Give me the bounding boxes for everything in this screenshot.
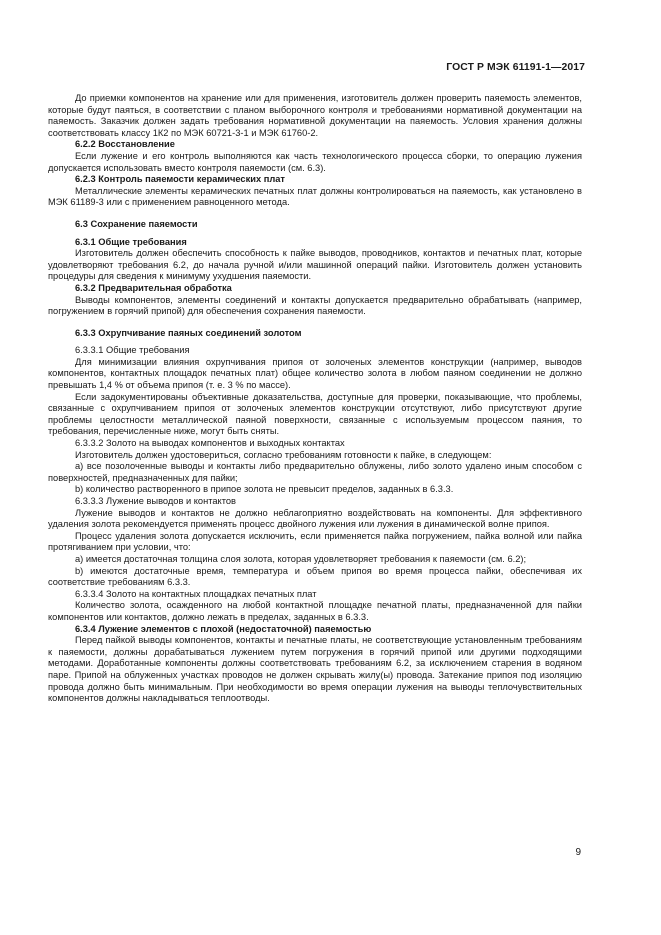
heading-6-3: 6.3 Сохранение паяемости: [75, 218, 198, 229]
paragraph-acceptance: До приемки компонентов на хранение или для применения, изготовитель должен проверить паяемость элементов, которые будут паяться, в соответствии с планом выборочного контроля и требованиями нормативной документации на паяемость. Заказчик должен задать требования нормативной документации на паяемость. Условия хранения должны соответствовать классу 1К2 по МЭК 60721-3-1 и МЭК 61760-2.: [48, 93, 582, 138]
heading-6-2-2: 6.2.2 Восстановление: [75, 139, 175, 150]
subheading-6-3-3-3: 6.3.3.3 Лужение выводов и контактов: [75, 496, 236, 506]
paragraph-evidence: Если задокументированы объективные доказательства, доступные для проверки, показывающие, что проблемы, связанные с охрупчиванием припоя от золоченых элементов конструкции отсутствуют, либо присутствуют другие проблемы целостности металлической паяной поверхности, связанные с используемым процессом паяния, то требования, перечисленные ниже, могут быть сняты.: [48, 391, 582, 437]
paragraph-ceramic: Металлические элементы керамических печатных плат должны контролироваться на паяемость, как установлено в МЭК 61189-3 или с применением равноценного метода.: [48, 185, 582, 208]
list-item-a2: а) имеется достаточная толщина слоя золота, которая удовлетворяет требования к паяемости (см. 6.2);: [75, 553, 527, 564]
paragraph-manufacturer: Изготовитель должен удостовериться, согласно требованиям готовности к пайке, в следующем:: [75, 449, 492, 460]
list-item-b: b) количество растворенного в припое золота не превысит пределов, заданных в 6.3.3.: [75, 484, 454, 495]
subheading-6-3-3-2: 6.3.3.2 Золото на выводах компонентов и выходных контактах: [75, 438, 345, 449]
heading-6-3-3: 6.3.3 Охрупчивание паяных соединений золотом: [75, 327, 302, 338]
heading-6-3-2: 6.3.2 Предварительная обработка: [75, 282, 232, 293]
document-body: [48, 93, 582, 705]
paragraph-pads: Количество золота, осажденного на любой контактной площадке печатной платы, предназначенной для пайки компонентов или контактов, должно лежать в пределах, заданных в 6.3.3.: [48, 600, 582, 622]
subheading-6-3-3-4: 6.3.3.4 Золото на контактных площадках печатных плат: [75, 588, 317, 599]
list-item-b2: b) имеются достаточные время, температура и объем припоя во время процесса пайки, обеспечивая их соответствие требованиям 6.3.3.: [48, 565, 582, 588]
paragraph-gold-removal: Процесс удаления золота допускается исключить, если применяется пайка погружением, пайка волной или пайка протягиванием при условии, что:: [48, 530, 582, 553]
list-item-a: а) все позолоченные выводы и контакты либо предварительно облужены, либо золото удалено иным способом с поверхностей, предназначенных для пайки;: [48, 461, 582, 483]
heading-6-3-1: 6.3.1 Общие требования: [75, 236, 187, 247]
paragraph-tinning: Лужение выводов и контактов не должно неблагоприятно воздействовать на компоненты. Для эффективного удаления золота рекомендуется применять процесс двойного лужения или лужения в динамической волне припоя.: [48, 507, 582, 530]
standard-header: ГОСТ Р МЭК 61191-1—2017: [446, 62, 585, 73]
subheading-6-3-3-1: 6.3.3.1 Общие требования: [75, 345, 190, 356]
paragraph-poor-solderability: Перед пайкой выводы компонентов, контакты и печатные платы, не соответствующие установленным требованиям к паяемости, должны дорабатываться лужением путем погружения в горячий припой или другими подходящими методами. Доработанные компоненты должны соответствовать требованиям 6.2, за исключением старения в водяном паре. Припой на облуженных участках проводов не должен скрывать жилу(ы) провода. Затекание припоя под изоляцию провода должно быть минимальным. При необходимости во время операции лужения на выводы теплочувствительных компонентов должны накладываться теплоотводы.: [48, 635, 582, 704]
paragraph-restoration: Если лужение и его контроль выполняются как часть технологического процесса сборки, то операцию лужения допускается использовать вместо контроля паяемости (см. 6.3).: [48, 150, 582, 173]
page-number: 9: [575, 847, 581, 858]
heading-6-3-4: 6.3.4 Лужение элементов с плохой (недостаточной) паяемостью: [75, 623, 372, 634]
paragraph-pretreatment: Выводы компонентов, элементы соединений и контакты допускается предварительно обрабатывать (например, погружением в горячий припой) для обеспечения сохранения паяемости.: [48, 294, 582, 317]
paragraph-general: Изготовитель должен обеспечить способность к пайке выводов, проводников, контактов и печатных плат, которые удовлетворяют требования 6.2, до начала ручной и/или машинной операций пайки. Изготовитель должен установить процедуры для сведения к минимуму ухудшения паяемости.: [48, 248, 582, 282]
paragraph-gold-limit: Для минимизации влияния охрупчивания припоя от золоченых элементов конструкции (например, выводов компонентов, контактных площадок печатных плат) общее количество золота в любом паяном соединении не должно превышать 1,4 % от объема припоя (т. е. 3 % по массе).: [48, 356, 582, 391]
heading-6-2-3: 6.2.3 Контроль паяемости керамических плат: [75, 174, 285, 185]
